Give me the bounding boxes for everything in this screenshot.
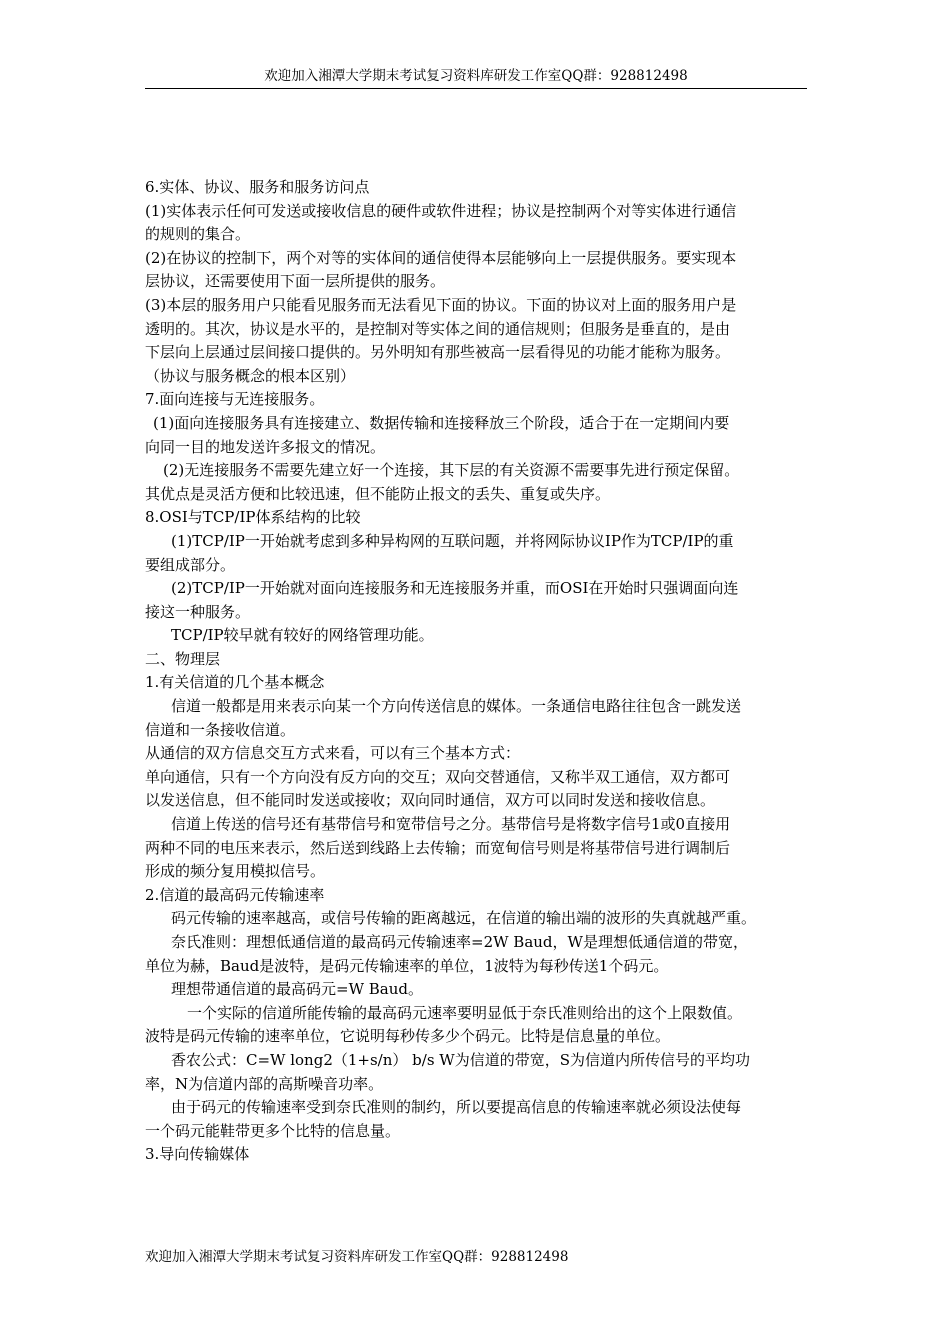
text-line: 单向通信，只有一个方向没有反方向的交互；双向交替通信，又称半双工通信，双方都可 xyxy=(145,767,731,786)
text-line: 接这一种服务。 xyxy=(145,602,251,621)
text-line: 由于码元的传输速率受到奈氏准则的制约，所以要提高信息的传输速率就必须设法使每 xyxy=(171,1098,742,1117)
text-line: 率，N为信道内部的高斯噪音功率。 xyxy=(145,1074,384,1093)
text-line: 2.信道的最高码元传输速率 xyxy=(145,885,325,904)
text-line: (2)TCP/IP一开始就对面向连接服务和无连接服务并重，而OSI在开始时只强调面向连 xyxy=(171,579,739,598)
text-line: (3)本层的服务用户只能看见服务而无法看见下面的协议。下面的协议对上面的服务用户是 xyxy=(145,295,737,314)
text-line: 1.有关信道的几个基本概念 xyxy=(145,673,325,692)
text-line: 一个实际的信道所能传输的最高码元速率要明显低于奈氏准则给出的这个上限数值。 xyxy=(187,1003,743,1022)
text-line: 要组成部分。 xyxy=(145,555,236,574)
text-line: 向同一目的地发送许多报文的情况。 xyxy=(145,437,386,456)
text-line: 8.OSI与TCP/IP体系结构的比较 xyxy=(145,508,361,527)
text-line: 波特是码元传输的速率单位，它说明每秒传多少个码元。比特是信息量的单位。 xyxy=(145,1027,671,1046)
text-line: 的规则的集合。 xyxy=(145,225,251,244)
text-line: 其优点是灵活方便和比较迅速，但不能防止报文的丢失、重复或失序。 xyxy=(145,484,611,503)
text-line: 6.实体、协议、服务和服务访问点 xyxy=(145,178,370,196)
text-line: 两种不同的电压来表示，然后送到线路上去传输；而宽甸信号则是将基带信号进行调制后 xyxy=(145,838,731,857)
text-line: 以发送信息，但不能同时发送或接收；双向同时通信，双方可以同时发送和接收信息。 xyxy=(145,791,716,810)
text-line: 7.面向连接与无连接服务。 xyxy=(145,390,325,409)
page-header: 欢迎加入湘潭大学期末考试复习资料库研发工作室QQ群：928812498 xyxy=(145,66,807,89)
text-line: 信道上传送的信号还有基带信号和宽带信号之分。基带信号是将数字信号1或0直接用 xyxy=(171,815,731,834)
text-line: 信道一般都是用来表示向某一个方向传送信息的媒体。一条通信电路往往包含一跳发送 xyxy=(171,697,742,716)
text-line: (2)在协议的控制下，两个对等的实体间的通信使得本层能够向上一层提供服务。要实现本 xyxy=(145,248,737,267)
text-line: 理想带通信道的最高码元=W Baud。 xyxy=(171,980,423,999)
text-line: 二、物理层 xyxy=(145,649,221,668)
text-line: 码元传输的速率越高，或信号传输的距离越远，在信道的输出端的波形的失真就越严重。 xyxy=(171,909,757,928)
text-line: 层协议，还需要使用下面一层所提供的服务。 xyxy=(145,272,446,291)
text-line: 透明的。其次，协议是水平的，是控制对等实体之间的通信规则；但服务是垂直的，是由 xyxy=(145,319,731,338)
text-line: 单位为赫，Baud是波特，是码元传输速率的单位，1波特为每秒传送1个码元。 xyxy=(145,956,669,975)
text-line: (1)实体表示任何可发送或接收信息的硬件或软件进程；协议是控制两个对等实体进行通信 xyxy=(145,201,737,220)
text-line: （协议与服务概念的根本区别） xyxy=(145,366,356,385)
text-line: 从通信的双方信息交互方式来看，可以有三个基本方式： xyxy=(145,744,521,763)
document-body xyxy=(145,176,807,1167)
text-line: 形成的频分复用模拟信号。 xyxy=(145,862,326,881)
text-line: 奈氏准则：理想低通信道的最高码元传输速率=2W Baud，W是理想低通信道的带宽， xyxy=(171,933,748,951)
text-line: (1)面向连接服务具有连接建立、数据传输和连接释放三个阶段，适合于在一定期间内要 xyxy=(153,413,730,432)
text-line: 一个码元能鞋带更多个比特的信息量。 xyxy=(145,1121,401,1140)
text-line: TCP/IP较早就有较好的网络管理功能。 xyxy=(171,626,434,645)
text-line: 信道和一条接收信道。 xyxy=(145,720,296,739)
text-line: 下层向上层通过层间接口提供的。另外明知有那些被高一层看得见的功能才能称为服务。 xyxy=(145,343,731,362)
text-line: (1)TCP/IP一开始就考虑到多种异构网的互联问题，并将网际协议IP作为TCP/IP的重 xyxy=(171,531,734,550)
text-line: (2)无连接服务不需要先建立好一个连接，其下层的有关资源不需要事先进行预定保留。 xyxy=(163,461,740,480)
text-line: 3.导向传输媒体 xyxy=(145,1145,250,1164)
text-line: 香农公式：C=W long2（1+s/n） b/s W为信道的带宽，S为信道内所传信号的平均功 xyxy=(171,1050,750,1069)
page-footer: 欢迎加入湘潭大学期末考试复习资料库研发工作室QQ群：928812498 xyxy=(145,1249,569,1265)
